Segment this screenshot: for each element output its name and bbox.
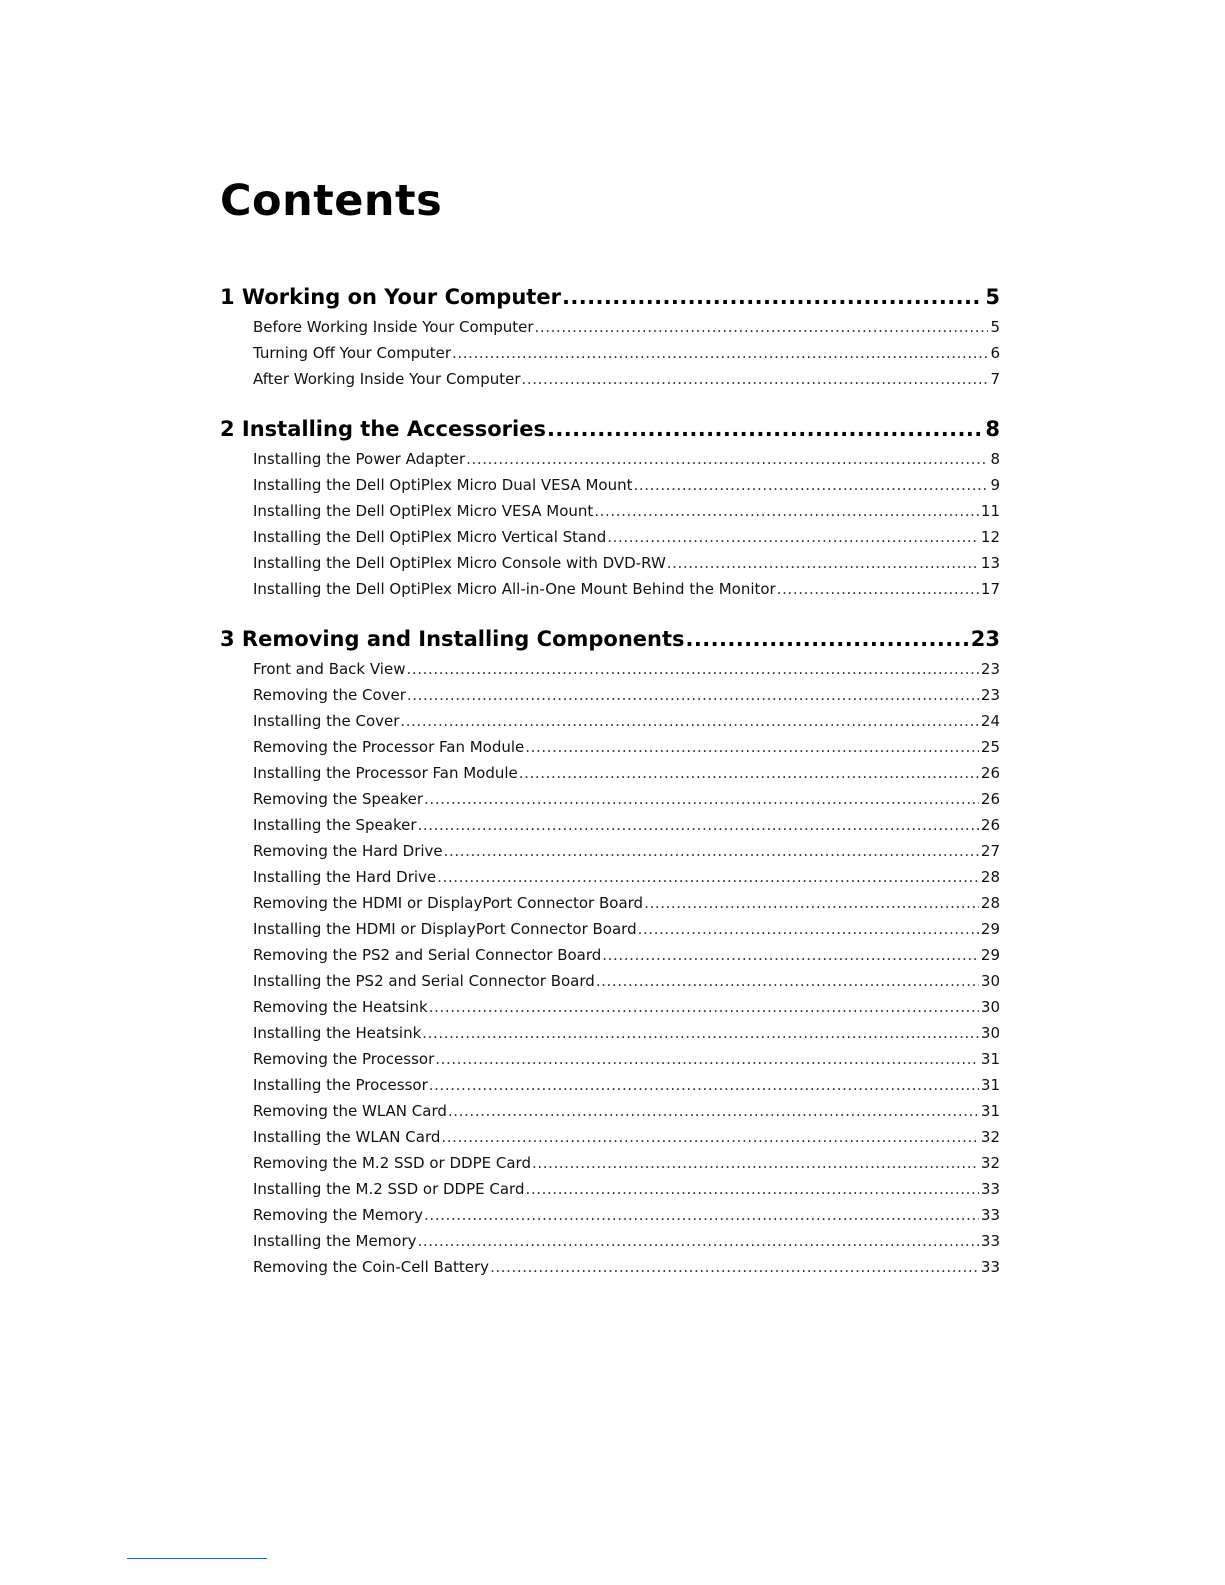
toc-chapter-heading[interactable] [220, 622, 1000, 656]
toc-entry[interactable] [220, 314, 1000, 340]
toc-leader-dots [422, 1020, 979, 1046]
toc-entry[interactable] [220, 1098, 1000, 1124]
toc-entry-title: Installing the PS2 and Serial Connector Board [253, 972, 595, 990]
toc-page-number: 13 [980, 554, 1000, 572]
toc-leader-dots [547, 412, 983, 446]
toc-chapter-title: 2 Installing the Accessories [220, 417, 546, 441]
toc-leader-dots [441, 1124, 979, 1150]
toc-entry-title: Installing the Dell OptiPlex Micro All-in-One Mount Behind the Monitor [253, 580, 776, 598]
toc-entry[interactable] [220, 1202, 1000, 1228]
toc-page-number: 11 [980, 502, 1000, 520]
toc-page-number: 31 [980, 1050, 1000, 1068]
toc-entry-title: Removing the WLAN Card [253, 1102, 447, 1120]
toc-chapter-heading[interactable] [220, 412, 1000, 446]
toc-leader-dots [562, 280, 983, 314]
toc-entry[interactable] [220, 994, 1000, 1020]
toc-entry[interactable] [220, 1046, 1000, 1072]
toc-page-number: 5 [990, 318, 1000, 336]
toc-entry[interactable] [220, 1124, 1000, 1150]
toc-page-number: 32 [980, 1154, 1000, 1172]
toc-chapter-title: 1 Working on Your Computer [220, 285, 561, 309]
toc-page-number: 32 [980, 1128, 1000, 1146]
toc-leader-dots [490, 1254, 979, 1280]
toc-entry[interactable] [220, 1150, 1000, 1176]
toc-leader-dots [429, 1072, 979, 1098]
toc-entry[interactable] [220, 890, 1000, 916]
toc-chapter-title: 3 Removing and Installing Components [220, 627, 685, 651]
toc-chapter-3 [220, 622, 1000, 1280]
toc-leader-dots [448, 1098, 979, 1124]
toc-leader-dots [602, 942, 979, 968]
toc-leader-dots [525, 1176, 978, 1202]
toc-entry[interactable] [220, 1254, 1000, 1280]
toc-page-number: 12 [980, 528, 1000, 546]
toc-entry-title: Installing the Speaker [253, 816, 417, 834]
toc-entry-title: Front and Back View [253, 660, 406, 678]
toc-entry-title: Removing the PS2 and Serial Connector Board [253, 946, 602, 964]
toc-entry[interactable] [220, 340, 1000, 366]
toc-entry-title: Before Working Inside Your Computer [253, 318, 534, 336]
toc-entry-title: Removing the Coin-Cell Battery [253, 1258, 490, 1276]
toc-entry[interactable] [220, 1176, 1000, 1202]
toc-page-number: 23 [980, 686, 1000, 704]
toc-leader-dots [444, 838, 979, 864]
toc-entry-title: Installing the Dell OptiPlex Micro Console with DVD-RW [253, 554, 666, 572]
toc-page-number: 29 [980, 920, 1000, 938]
toc-entry-title: Removing the Heatsink [253, 998, 428, 1016]
toc-page-number: 26 [980, 816, 1000, 834]
toc-entry-title: Installing the M.2 SSD or DDPE Card [253, 1180, 525, 1198]
toc-entry-title: Installing the Heatsink [253, 1024, 422, 1042]
toc-entry-title: Removing the Hard Drive [253, 842, 443, 860]
toc-entry[interactable] [220, 864, 1000, 890]
toc-entry[interactable] [220, 498, 1000, 524]
toc-entry-title: Removing the M.2 SSD or DDPE Card [253, 1154, 531, 1172]
toc-entry[interactable] [220, 446, 1000, 472]
toc-entry[interactable] [220, 682, 1000, 708]
toc-page-number: 30 [980, 1024, 1000, 1042]
toc-entry-title: Removing the Cover [253, 686, 406, 704]
toc-leader-dots [525, 734, 979, 760]
toc-page-number: 31 [980, 1076, 1000, 1094]
toc-page-number: 33 [980, 1180, 1000, 1198]
toc-entry-title: Installing the Processor Fan Module [253, 764, 518, 782]
toc-entry-title: Installing the Dell OptiPlex Micro Dual VESA Mount [253, 476, 633, 494]
toc-page-number: 6 [990, 344, 1000, 362]
toc-leader-dots [686, 622, 969, 656]
toc-leader-dots [466, 446, 988, 472]
toc-entry-title: Installing the Dell OptiPlex Micro Vertical Stand [253, 528, 607, 546]
toc-leader-dots [437, 864, 979, 890]
toc-page-number: 7 [990, 370, 1000, 388]
toc-entry-title: Turning Off Your Computer [253, 344, 452, 362]
toc-entry-title: Installing the Processor [253, 1076, 428, 1094]
toc-page-number: 30 [980, 998, 1000, 1016]
toc-page-number: 8 [985, 417, 1000, 441]
toc-leader-dots [435, 1046, 979, 1072]
toc-leader-dots [535, 314, 989, 340]
toc-entry-title: Installing the Hard Drive [253, 868, 437, 886]
toc-leader-dots [594, 498, 979, 524]
toc-leader-dots [638, 916, 979, 942]
toc-page-number: 5 [985, 285, 1000, 309]
toc-page-number: 33 [980, 1258, 1000, 1276]
toc-entry-title: Removing the HDMI or DisplayPort Connector Board [253, 894, 644, 912]
toc-page-number: 26 [980, 764, 1000, 782]
toc-chapter-1 [220, 280, 1000, 392]
toc-page-number: 27 [980, 842, 1000, 860]
toc-leader-dots [407, 682, 979, 708]
toc-entry[interactable] [220, 786, 1000, 812]
toc-chapter-heading[interactable] [220, 280, 1000, 314]
toc-leader-dots [418, 812, 979, 838]
toc-entry[interactable] [220, 916, 1000, 942]
toc-entry-title: Removing the Processor [253, 1050, 435, 1068]
toc-leader-dots [452, 340, 988, 366]
toc-page-number: 17 [980, 580, 1000, 598]
toc-entry-title: After Working Inside Your Computer [253, 370, 521, 388]
toc-entry-title: Removing the Memory [253, 1206, 423, 1224]
toc-page-number: 9 [990, 476, 1000, 494]
footer-link-underline [127, 1558, 267, 1559]
toc-page-number: 26 [980, 790, 1000, 808]
toc-entry[interactable] [220, 968, 1000, 994]
toc-entry[interactable] [220, 366, 1000, 392]
toc-page-number: 33 [980, 1206, 1000, 1224]
toc-leader-dots [667, 550, 979, 576]
toc-page-number: 23 [970, 627, 1000, 651]
toc-entry[interactable] [220, 760, 1000, 786]
toc-entry-title: Installing the Cover [253, 712, 400, 730]
toc-page-number: 24 [980, 712, 1000, 730]
toc-leader-dots [418, 1228, 979, 1254]
toc-entry[interactable] [220, 576, 1000, 602]
toc-entry-title: Removing the Processor Fan Module [253, 738, 525, 756]
toc-leader-dots [607, 524, 979, 550]
toc-entry[interactable] [220, 734, 1000, 760]
page-title: Contents [220, 176, 443, 226]
toc-leader-dots [532, 1150, 979, 1176]
toc-page-number: 23 [980, 660, 1000, 678]
toc-entry-title: Removing the Speaker [253, 790, 424, 808]
toc-leader-dots [519, 760, 979, 786]
toc-chapter-2 [220, 412, 1000, 602]
toc-entry[interactable] [220, 524, 1000, 550]
toc-entry-title: Installing the Power Adapter [253, 450, 466, 468]
toc-entry-title: Installing the WLAN Card [253, 1128, 441, 1146]
toc-entry[interactable] [220, 812, 1000, 838]
toc-leader-dots [634, 472, 989, 498]
toc-leader-dots [596, 968, 979, 994]
toc-entry-title: Installing the HDMI or DisplayPort Connector Board [253, 920, 637, 938]
toc-entry[interactable] [220, 1020, 1000, 1046]
table-of-contents [220, 280, 1000, 1280]
toc-leader-dots [777, 576, 979, 602]
toc-entry[interactable] [220, 1072, 1000, 1098]
toc-entry-title: Installing the Dell OptiPlex Micro VESA Mount [253, 502, 594, 520]
toc-page-number: 28 [980, 868, 1000, 886]
toc-leader-dots [429, 994, 979, 1020]
toc-entry[interactable] [220, 942, 1000, 968]
toc-page-number: 29 [980, 946, 1000, 964]
toc-leader-dots [644, 890, 979, 916]
toc-page-number: 33 [980, 1232, 1000, 1250]
toc-entry[interactable] [220, 1228, 1000, 1254]
toc-leader-dots [406, 656, 978, 682]
toc-entry[interactable] [220, 472, 1000, 498]
toc-page-number: 25 [980, 738, 1000, 756]
toc-entry[interactable] [220, 708, 1000, 734]
toc-entry[interactable] [220, 838, 1000, 864]
toc-page-number: 30 [980, 972, 1000, 990]
toc-entry-title: Installing the Memory [253, 1232, 417, 1250]
toc-page-number: 28 [980, 894, 1000, 912]
toc-page-number: 31 [980, 1102, 1000, 1120]
toc-entry[interactable] [220, 550, 1000, 576]
toc-leader-dots [522, 366, 989, 392]
toc-leader-dots [424, 1202, 979, 1228]
toc-page-number: 8 [990, 450, 1000, 468]
toc-leader-dots [400, 708, 978, 734]
toc-leader-dots [424, 786, 979, 812]
toc-entry[interactable] [220, 656, 1000, 682]
